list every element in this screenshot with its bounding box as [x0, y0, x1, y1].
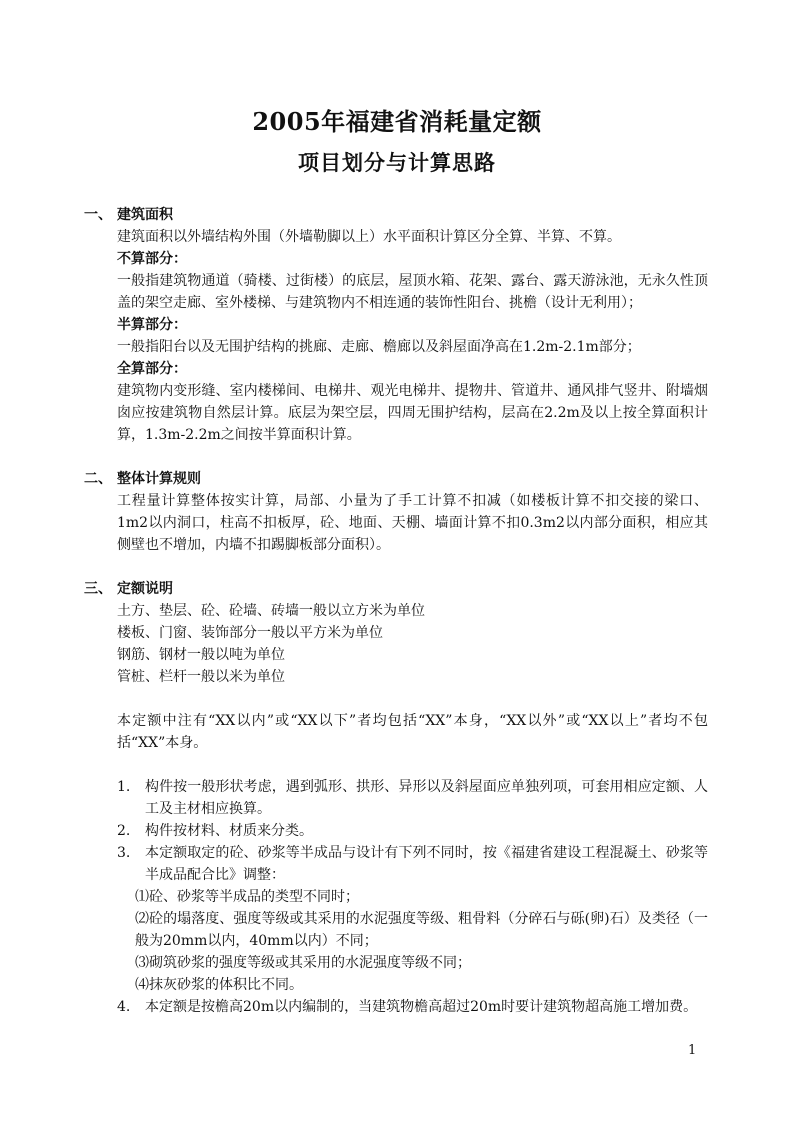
- sub-item: ⑴砼、砂浆等半成品的类型不同时；: [135, 889, 359, 905]
- subsection-text: 建筑物内变形缝、室内楼梯间、电梯井、观光电梯井、提物井、管道井、通风排气竖井、附墙烟囱应按建筑物自然层计算。底层为架空层，四周无围护结构，层高在2.2m及以上按全算面积计算，1.3m-2.2m之间按半算面积计算。: [117, 383, 708, 443]
- note-paragraph: 本定额中注有“XX以内”或“XX以下”者均包括“XX”本身，“XX以外”或“XX以上”者均不包括“XX”本身。: [117, 713, 708, 751]
- sub-item: ⑷抹灰砂浆的体积比不同。: [135, 977, 303, 993]
- section-heading: [84, 204, 708, 226]
- subsection-label: 全算部分：: [117, 361, 187, 377]
- document-subtitle: 项目划分与计算思路: [298, 150, 496, 175]
- unit-line: 管桩、栏杆一般以米为单位: [117, 669, 285, 685]
- numbered-item: [84, 842, 708, 886]
- item-text: 构件按一般形状考虑，遇到弧形、拱形、异形以及斜屋面应单独列项，可套用相应定额、人工及主材相应换算。: [145, 779, 708, 817]
- section-paragraph: 工程量计算整体按实计算，局部、小量为了手工计算不扣减（如楼板计算不扣交接的梁口、1m2以内洞口，柱高不扣板厚，砼、地面、天棚、墙面计算不扣0.3m2以内部分面积，相应其侧壁也不增加，内墙不扣踢脚板部分面积）。: [117, 493, 708, 553]
- section-number: 一、: [84, 207, 112, 223]
- section-heading: [84, 468, 708, 490]
- unit-line: 土方、垫层、砼、砼墙、砖墙一般以立方米为单位: [117, 603, 425, 619]
- item-text: 本定额是按檐高20m以内编制的，当建筑物檐高超过20m时要计建筑物超高施工增加费。: [145, 999, 698, 1015]
- document-body: [84, 204, 708, 1018]
- page-number: 1: [688, 1043, 697, 1058]
- subsection-label: 不算部分：: [117, 251, 187, 267]
- numbered-item: [84, 996, 708, 1018]
- section-number: 三、: [84, 581, 112, 597]
- subsection-text: 一般指建筑物通道（骑楼、过街楼）的底层，屋顶水箱、花架、露台、露天游泳池，无永久性顶盖的架空走廊、室外楼梯、与建筑物内不相连通的装饰性阳台、挑檐（设计无利用）；: [117, 273, 708, 311]
- unit-line: 钢筋、钢材一般以吨为单位: [117, 647, 285, 663]
- item-text: 本定额取定的砼、砂浆等半成品与设计有下列不同时，按《福建省建设工程混凝土、砂浆等半成品配合比》调整：: [145, 845, 708, 883]
- item-number: 2.: [117, 823, 131, 839]
- item-number: 3.: [117, 845, 131, 861]
- sub-item: ⑵砼的塌落度、强度等级或其采用的水泥强度等级、粗骨料（分碎石与砾(卵)石）及类径（一般为20mm以内，40mm以内）不同；: [135, 911, 708, 949]
- subsection-label: 半算部分：: [117, 317, 187, 333]
- numbered-item: [84, 820, 708, 842]
- section-title: 整体计算规则: [117, 471, 201, 487]
- sub-item: ⑶砌筑砂浆的强度等级或其采用的水泥强度等级不同；: [135, 955, 471, 971]
- item-text: 构件按材料、材质来分类。: [145, 823, 313, 839]
- numbered-item: [84, 776, 708, 820]
- subsection-text: 一般指阳台以及无围护结构的挑廊、走廊、檐廊以及斜屋面净高在1.2m-2.1m部分；: [117, 339, 641, 355]
- section-heading: [84, 578, 708, 600]
- section-paragraph: 建筑面积以外墙结构外围（外墙勒脚以上）水平面积计算区分全算、半算、不算。: [117, 229, 621, 245]
- section-title: 定额说明: [117, 581, 173, 597]
- unit-line: 楼板、门窗、装饰部分一般以平方米为单位: [117, 625, 383, 641]
- item-number: 4.: [117, 999, 131, 1015]
- document-title: 2005年福建省消耗量定额: [252, 107, 542, 136]
- section-number: 二、: [84, 471, 112, 487]
- section-title: 建筑面积: [117, 207, 173, 223]
- item-number: 1.: [117, 779, 131, 795]
